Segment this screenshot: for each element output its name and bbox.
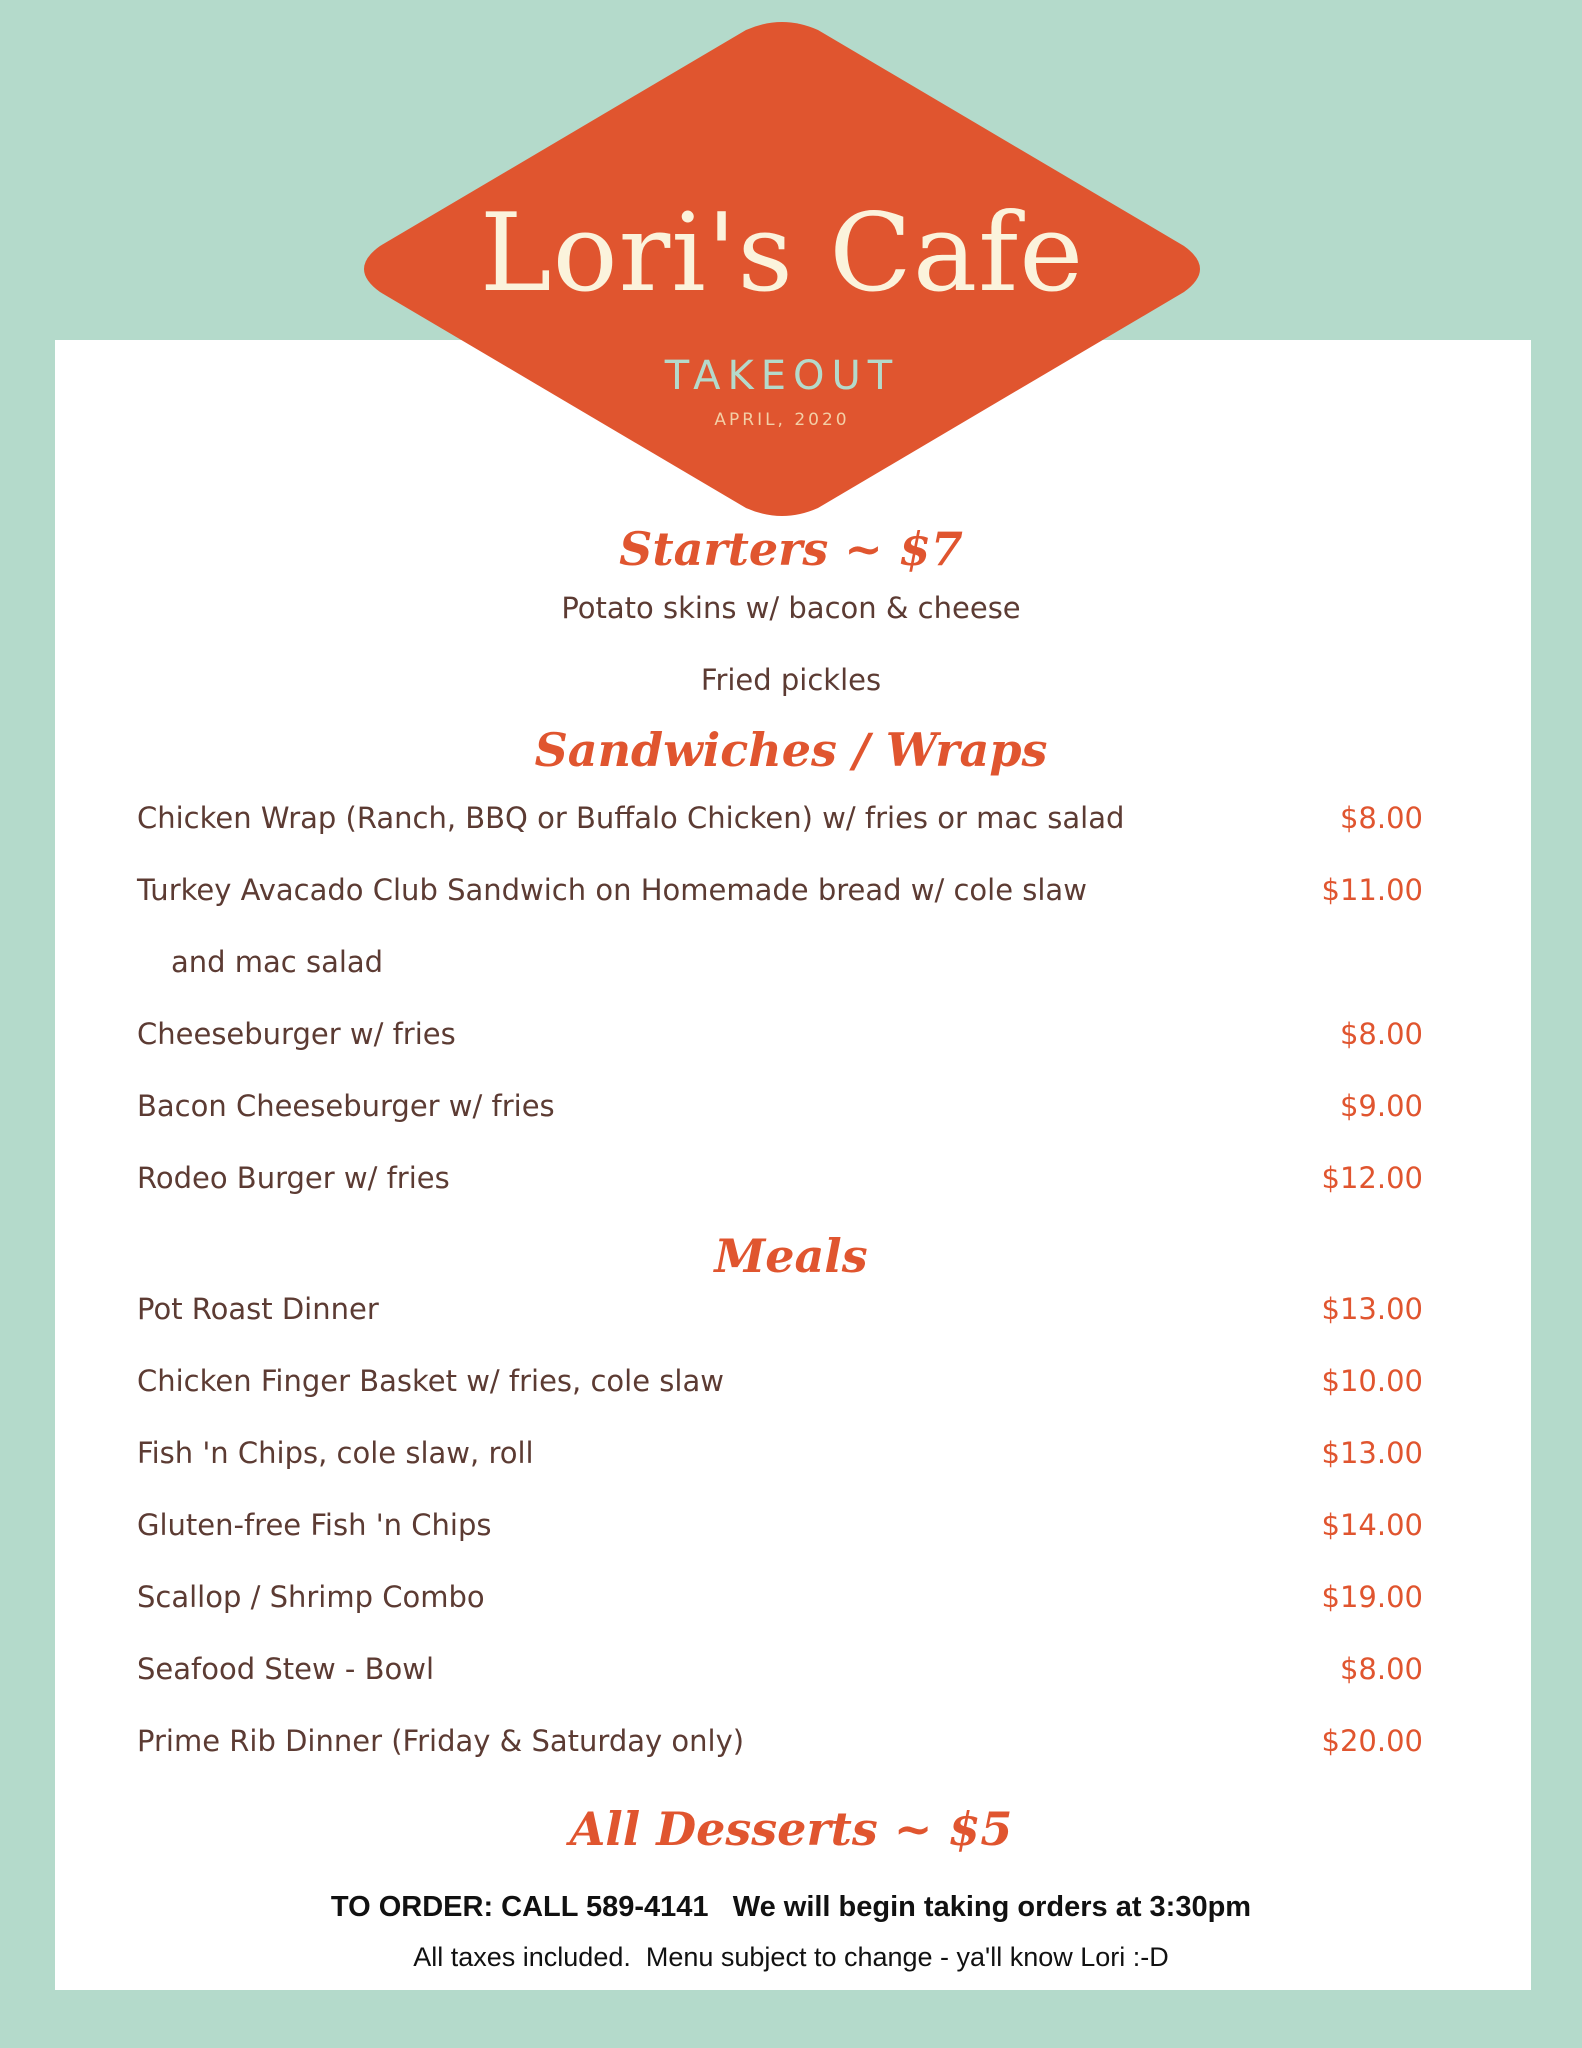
item-name: Seafood Stew - Bowl: [137, 1652, 434, 1686]
item-price: $10.00: [1321, 1364, 1423, 1398]
order-instructions: TO ORDER: CALL 589-4141 We will begin taking orders at 3:30pm: [330, 1891, 1252, 1923]
item-name: Chicken Finger Basket w/ fries, cole slaw: [137, 1364, 724, 1398]
menu-date: APRIL, 2020: [714, 410, 850, 430]
menu-row: [137, 1436, 1423, 1475]
item-name-continuation: and mac salad: [171, 945, 384, 979]
footer-note: All taxes included. Menu subject to change - ya'll know Lori :-D: [413, 1942, 1169, 1972]
menu-row: [137, 1580, 1423, 1619]
item-price: $8.00: [1339, 1652, 1423, 1686]
starters-heading: Starters ~ $7: [619, 522, 963, 576]
item-price: $12.00: [1321, 1161, 1423, 1195]
menu-row: [137, 1508, 1423, 1547]
item-price: $13.00: [1321, 1292, 1423, 1326]
item-name: Fish 'n Chips, cole slaw, roll: [137, 1436, 534, 1470]
meals-heading: Meals: [714, 1229, 868, 1283]
menu-row: [137, 873, 1423, 912]
item-price: $13.00: [1321, 1436, 1423, 1470]
item-name: Cheeseburger w/ fries: [137, 1017, 456, 1051]
menu-row: [137, 1652, 1423, 1691]
item-name: Chicken Wrap (Ranch, BBQ or Buffalo Chicken) w/ fries or mac salad: [137, 801, 1125, 835]
menu-row: [137, 1089, 1423, 1128]
cafe-name: Lori's Cafe: [479, 191, 1085, 316]
item-price: $19.00: [1321, 1580, 1423, 1614]
desserts-heading: All Desserts ~ $5: [569, 1802, 1013, 1856]
item-price: $9.00: [1339, 1089, 1423, 1123]
menu-row: [137, 1292, 1423, 1331]
item-price: $8.00: [1339, 1017, 1423, 1051]
menu-row: [137, 1017, 1423, 1056]
item-name: Bacon Cheeseburger w/ fries: [137, 1089, 555, 1123]
item-name: Prime Rib Dinner (Friday & Saturday only): [137, 1724, 745, 1758]
item-price: $8.00: [1339, 801, 1423, 835]
item-name: Turkey Avacado Club Sandwich on Homemade bread w/ cole slaw: [137, 873, 1087, 907]
item-price: $11.00: [1321, 873, 1423, 907]
logo-badge: [358, 22, 1206, 516]
menu-row: [137, 1364, 1423, 1403]
item-price: $20.00: [1321, 1724, 1423, 1758]
menu-row: [137, 1161, 1423, 1200]
sandwiches-heading: Sandwiches / Wraps: [534, 723, 1048, 777]
item-name: Rodeo Burger w/ fries: [137, 1161, 450, 1195]
item-name: Pot Roast Dinner: [137, 1292, 379, 1326]
starter-item-potato-skins: Potato skins w/ bacon & cheese: [561, 591, 1021, 625]
menu-row: [137, 1724, 1423, 1763]
item-name: Gluten-free Fish 'n Chips: [137, 1508, 492, 1542]
item-name: Scallop / Shrimp Combo: [137, 1580, 485, 1614]
item-price: $14.00: [1321, 1508, 1423, 1542]
menu-row: [137, 801, 1423, 840]
takeout-label: TAKEOUT: [664, 353, 900, 399]
starter-item-fried-pickles: Fried pickles: [700, 663, 882, 697]
